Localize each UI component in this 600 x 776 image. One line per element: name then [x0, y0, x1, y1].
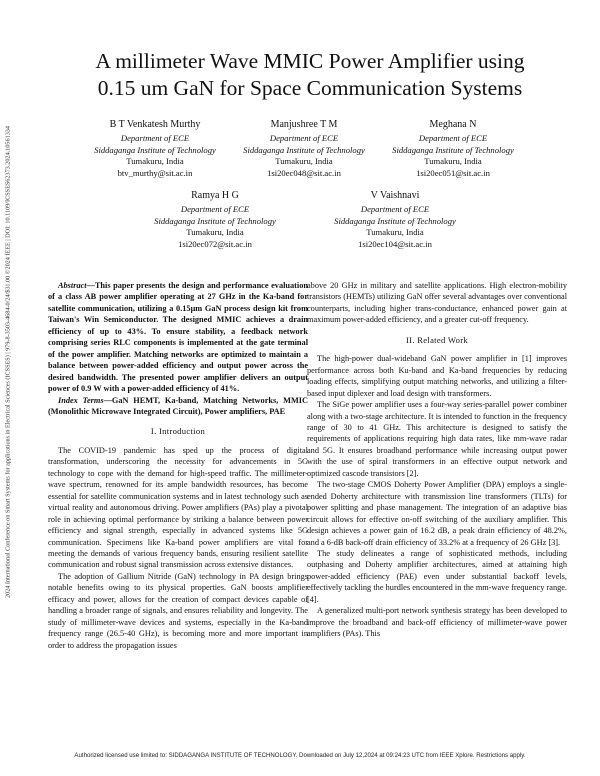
right-column: [307, 280, 567, 640]
author-name: Meghana N: [429, 119, 477, 130]
author-dept: Department of ECE: [418, 133, 488, 143]
author-inst: Siddaganga Institute of Technology: [334, 215, 456, 226]
author-block: [310, 189, 480, 250]
index-label: Index Terms: [58, 395, 104, 405]
paragraph: The high-power dual-wideband GaN power amplifier in [1] improves performance across both Ku-band and Ka-band frequencies by reducing loading effects, simplifying output matching networks, and utilizing a filter-based input diplexer and load design with transformers.: [307, 354, 567, 398]
author-email: 1si20ec051@sit.ac.in: [416, 167, 490, 178]
author-city: Tumakuru, India: [275, 156, 333, 167]
author-email: btv_murthy@sit.ac.in: [117, 167, 193, 178]
download-footer: Authorized licensed use limited to: SIDDAGANGA INSTITUTE OF TECHNOLOGY. Downloaded on July 12,2024 at 09:24:23 UTC from IEEE Xplore. Restrictions apply.: [74, 752, 526, 759]
left-column: [48, 280, 308, 651]
author-dept: Department of ECE: [180, 204, 250, 214]
author-email: 1si20ec072@sit.ac.in: [178, 238, 252, 249]
paragraph: The two-stage CMOS Doherty Power Amplifier (DPA) employs a single-ended Doherty architecture with transmission line transformers (TLTs) for power splitting and phase management. The integration of an adaptive bias circuit allows for effective on-off switching of the auxiliary amplifier. This design achieves a power gain of 16.2 dB, a peak drain efficiency of 48.2%, and a 6-dB back-off drain efficiency of 33.2% at a frequency of 26 GHz [3].: [307, 480, 567, 547]
author-dept: Department of ECE: [120, 133, 190, 143]
paragraph: The SiGe power amplifier uses a four-way series-parallel power combiner along with a two-stage architecture. It is intended to function in the frequency range of 30 to 41 GHz. This architecture is designed to satisfy the requirements of applications requiring high data rates, like mm-wave radar and 5G. It ensures broadband performance while increasing output power with the use of spiral transformers in an effective output network and optimized cascode transistors [2].: [307, 400, 567, 478]
author-city: Tumakuru, India: [186, 227, 244, 238]
index-text: —GaN HEMT, Ka-band, Matching Networks, MMIC (Monolithic Microwave Integrated Circuit), Power amplifiers, PAE: [48, 395, 309, 416]
section-heading-related-work: II. Related Work: [406, 334, 468, 345]
author-inst: Siddaganga Institute of Technology: [94, 144, 216, 155]
doi-sidebar: [0, 12, 16, 712]
author-name: Ramya H G: [191, 190, 239, 201]
title-line-1: A millimeter Wave MMIC Power Amplifier using: [95, 49, 525, 73]
abstract: [48, 280, 308, 395]
author-name: V Vaishnavi: [370, 190, 420, 201]
author-inst: Siddaganga Institute of Technology: [243, 144, 365, 155]
index-terms: [48, 395, 308, 418]
author-inst: Siddaganga Institute of Technology: [154, 215, 276, 226]
paragraph: The adoption of Gallium Nitride (GaN) technology in PA design brings notable benefits owing to its physical properties. GaN boosts amplifier efficacy and power, allows for the creation of compact devices capable of handling a broader range of signals, and ensures reliability and longevity. The study of millimeter-wave devices and systems, especially in the Ka-band frequency range (26.5-40 GHz), is becoming more and more important in order to address the propagation issues: [48, 571, 308, 650]
paragraph: The study delineates a range of sophisticated methods, including outphasing and Doherty amplifier architectures, aimed at attaining high power-added efficiency (PAE) even under substantial backoff levels, effectively tackling the hurdles encountered in the mm-wave frequency range. [4].: [307, 548, 567, 604]
abstract-label: Abstract: [58, 281, 87, 290]
section-heading-introduction: I. Introduction: [150, 426, 206, 437]
paragraph: A generalized multi-port network synthesis strategy has been developed to improve the broadband and back-off efficiency of millimeter-wave power amplifiers (PAs). This: [307, 606, 567, 639]
author-city: Tumakuru, India: [424, 156, 482, 167]
author-inst: Siddaganga Institute of Technology: [392, 144, 514, 155]
paragraph: The COVID-19 pandemic has sped up the process of digital transformation, underscoring the necessity for advancements in 5G technology to cope with the demand for high-speed traffic. The millimeter-wave spectrum, renowned for its ample bandwidth resources, has become essential for satellite communication systems and in latest technology such as virtual reality and autonomous driving. Power amplifiers (PAs) play a pivotal role in achieving optimal performance by striking a balance between power efficiency and signal strength, especially in advanced systems like 5G communication. Specimens like Ka-band power amplifiers are vital for meeting the demands of various frequency bands, ensuring resilient satellite communication and robust signal transmission across extensive distances.: [48, 445, 308, 570]
author-dept: Department of ECE: [360, 204, 430, 214]
author-block: [219, 118, 389, 179]
author-block: [70, 118, 240, 179]
author-city: Tumakuru, India: [126, 156, 184, 167]
author-name: B T Venkatesh Murthy: [109, 119, 201, 130]
paper-title: [30, 48, 590, 102]
author-block: [368, 118, 538, 179]
author-name: Manjushree T M: [270, 119, 338, 130]
title-line-2: 0.15 um GaN for Space Communication Systems: [97, 76, 523, 100]
author-dept: Department of ECE: [269, 133, 339, 143]
sidebar-text: 2024 International Conference on Smart Systems for applications in Electrical Sciences (ICSSES) | 979-8-3503-4684-0/24/$31.00 ©2024 IEEE | DOI: 10.1109/ICSSES62373.2024.10561334: [4, 126, 12, 598]
paragraph: above 20 GHz in military and satellite applications. High electron-mobility transistors (HEMTs) utilizing GaN offer several advantages over conventional counterparts, including higher trans-conductance, enhanced power gain at maximum power-added efficiency, and a greater cut-off frequency.: [307, 281, 567, 325]
author-block: [130, 189, 300, 250]
author-email: 1si20ec104@sit.ac.in: [358, 238, 432, 249]
author-city: Tumakuru, India: [366, 227, 424, 238]
abstract-text: —This paper presents the design and performance evaluation of a class AB power amplifier operating at 27 GHz in the Ka-band for satellite communication, utilizing a 0.15μm GaN process design kit from Taiwan's Win Semiconductor. The designed MMIC achieves a drain efficiency of up to 43%. To ensure stability, a feedback network comprising series RLC components is implemented at the gate terminal of the power amplifier. Matching networks are optimized to maintain a balance between power-added efficiency and output power across the desired bandwidth. The presented power amplifier delivers an output power of 0.9 W with a power-added efficiency of 41%.: [48, 281, 308, 394]
author-email: 1si20ec048@sit.ac.in: [267, 167, 341, 178]
